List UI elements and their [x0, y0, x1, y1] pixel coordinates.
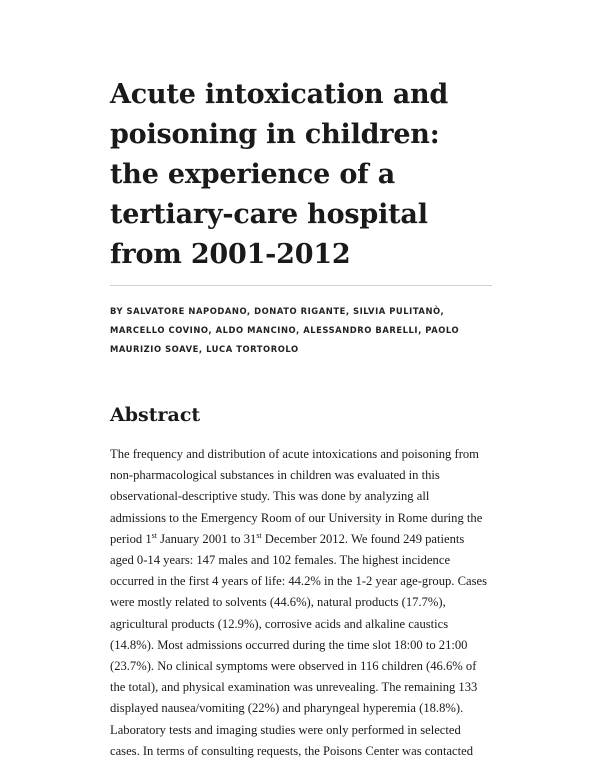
abstract-line: (23.7%). No clinical symptoms were observed in 116 children (46.6% of — [110, 659, 477, 674]
abstract-line: displayed nausea/vomiting (22%) and pharyngeal hyperemia (18.8%). — [110, 701, 464, 716]
abstract-line: Laboratory tests and imaging studies were only performed in selected — [110, 722, 461, 737]
title-divider — [110, 285, 492, 286]
abstract-line: aged 0-14 years: 147 males and 102 females. The highest incidence — [110, 553, 451, 568]
abstract-line: cases. In terms of consulting requests, the Poisons Center was contacted — [110, 743, 474, 758]
abstract-line: The frequency and distribution of acute intoxications and poisoning from — [110, 447, 479, 461]
abstract-text-fragment: December 2012. We found 249 patients — [261, 531, 465, 546]
abstract-heading: Abstract — [110, 404, 201, 426]
abstract-line: non-pharmacological substances in children was evaluated in this — [110, 468, 440, 483]
author-line: BY SALVATORE NAPODANO, DONATO RIGANTE, SILVIA PULITANÒ, — [110, 306, 445, 316]
abstract-text-fragment: January 2001 to 31 — [156, 531, 257, 546]
title-line: Acute intoxication and — [110, 79, 449, 110]
abstract-line: occurred in the first 4 years of life: 44.2% in the 1-2 year age-group. Cases — [110, 574, 487, 589]
abstract-text-fragment: period 1 — [110, 531, 152, 546]
ordinal-suffix: st — [256, 530, 262, 540]
title-line: from 2001-2012 — [110, 239, 351, 270]
abstract-line: were mostly related to solvents (44.6%), natural products (17.7%), — [110, 595, 446, 610]
abstract-line: observational-descriptive study. This was done by analyzing all — [110, 489, 430, 504]
title-line: tertiary-care hospital — [110, 199, 428, 230]
author-list — [110, 302, 492, 359]
abstract-text — [110, 444, 500, 762]
title-line: the experience of a — [110, 159, 396, 190]
title-line: poisoning in children: — [110, 119, 440, 150]
abstract-line: admissions to the Emergency Room of our University in Rome during the — [110, 510, 483, 525]
abstract-line — [110, 529, 500, 550]
author-line: MAURIZIO SOAVE, LUCA TORTOROLO — [110, 344, 299, 354]
abstract-line: (14.8%). Most admissions occurred during the time slot 18:00 to 21:00 — [110, 637, 468, 652]
article-title — [110, 75, 492, 275]
author-line: MARCELLO COVINO, ALDO MANCINO, ALESSANDRO BARELLI, PAOLO — [110, 325, 460, 335]
abstract-line: the total), and physical examination was unrevealing. The remaining 133 — [110, 680, 478, 695]
abstract-line: agricultural products (12.9%), corrosive acids and alkaline caustics — [110, 616, 449, 631]
ordinal-suffix: st — [151, 530, 157, 540]
